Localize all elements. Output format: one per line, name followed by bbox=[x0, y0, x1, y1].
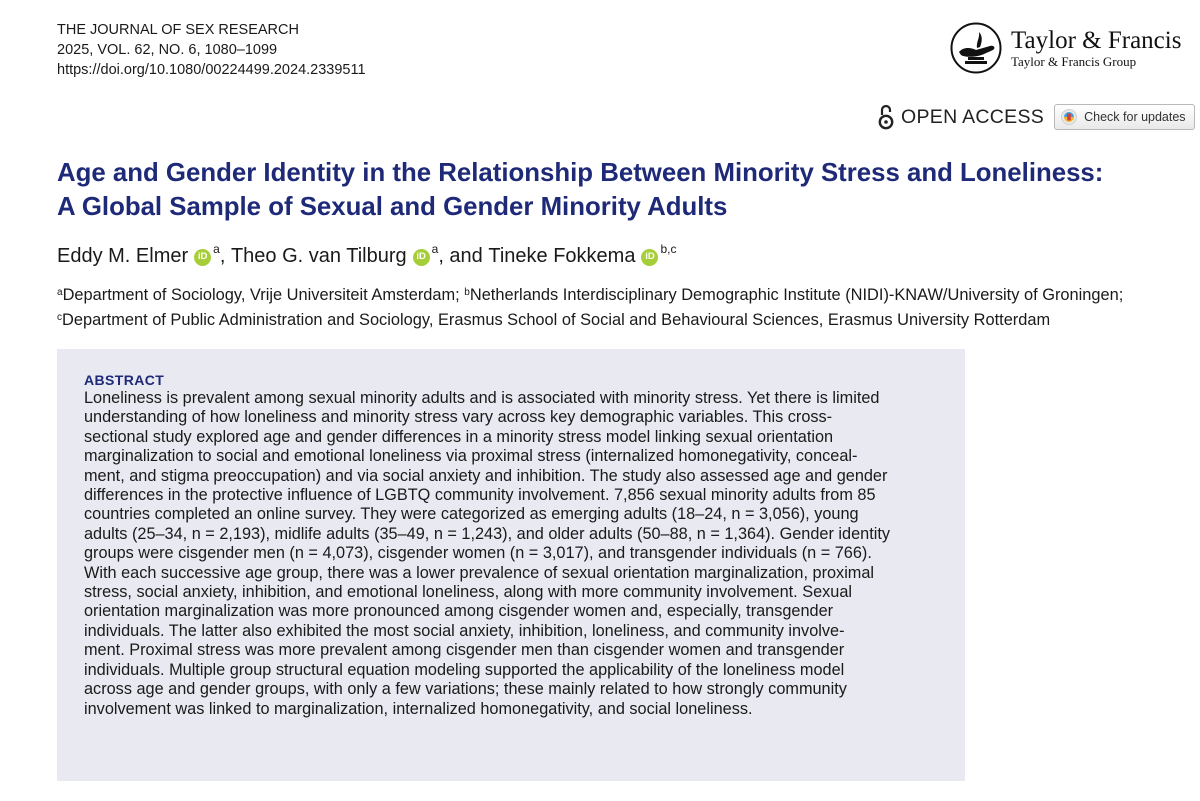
author-affiliation-mark: b,c bbox=[660, 242, 677, 256]
abstract-body bbox=[84, 389, 939, 719]
title-line-2: A Global Sample of Sexual and Gender Minority Adults bbox=[57, 193, 728, 221]
author-separator: , bbox=[219, 245, 231, 267]
publisher-name: Taylor & Francis bbox=[1011, 27, 1182, 54]
abstract-heading: ABSTRACT bbox=[84, 372, 165, 388]
journal-volume: 2025, VOL. 62, NO. 6, 1080–1099 bbox=[57, 42, 278, 58]
publisher-logo[interactable] bbox=[950, 22, 1181, 74]
title-line-1: Age and Gender Identity in the Relationship Between Minority Stress and Loneliness: bbox=[57, 159, 1104, 187]
author-affiliation-mark: a bbox=[213, 242, 220, 256]
affiliation-line-1 bbox=[57, 284, 1123, 309]
abstract-line: stress, social anxiety, inhibition, and emotional loneliness, along with more community involvement. Sexual bbox=[84, 583, 853, 602]
abstract-line: Loneliness is prevalent among sexual minority adults and is associated with minority stress. Yet there is limited bbox=[84, 389, 880, 407]
crossmark-icon bbox=[1061, 109, 1077, 125]
abstract-line: differences in the protective influence of LGBTQ community involvement. 7,856 sexual minority adults from 85 bbox=[84, 486, 876, 505]
abstract-line: sectional study explored age and gender differences in a minority stress model linking sexual orientation bbox=[84, 427, 834, 446]
orcid-icon[interactable]: iD bbox=[413, 249, 430, 266]
affiliation-text: Department of Sociology, Vrije Universiteit Amsterdam; bbox=[62, 286, 465, 304]
author-name[interactable]: Tineke Fokkema bbox=[488, 245, 636, 267]
abstract-line: orientation marginalization was more pronounced among cisgender women and, especially, transgender bbox=[84, 602, 834, 621]
article-title bbox=[57, 156, 1177, 224]
affiliation-mark: a bbox=[57, 287, 63, 298]
publisher-group: Taylor & Francis Group bbox=[1011, 54, 1137, 69]
abstract-line: ment, and stigma preoccupation) and via social anxiety and inhibition. The study also assessed age and gender bbox=[84, 466, 888, 485]
abstract-line: individuals. The latter also exhibited the most social anxiety, inhibition, loneliness, and community involve- bbox=[84, 621, 845, 640]
affiliation-mark: c bbox=[57, 312, 62, 323]
abstract-line: across age and gender groups, with only a few variations; these mainly related to how strongly community bbox=[84, 680, 847, 699]
check-for-updates-button[interactable] bbox=[1054, 104, 1194, 130]
affiliation-text: Department of Public Administration and Sociology, Erasmus School of Social and Behavioural Sciences, Erasmus University Rotterdam bbox=[62, 311, 1051, 329]
journal-doi-link[interactable]: https://doi.org/10.1080/00224499.2024.2339511 bbox=[57, 62, 366, 78]
orcid-icon[interactable]: iD bbox=[194, 249, 211, 266]
abstract-line: involvement was linked to marginalization, internalized homonegativity, and social loneliness. bbox=[84, 699, 753, 718]
open-lock-icon bbox=[878, 104, 894, 130]
check-for-updates-label: Check for updates bbox=[1084, 110, 1186, 124]
author-affiliation-mark: a bbox=[431, 242, 439, 256]
abstract-line: countries completed an online survey. They were categorized as emerging adults (18–24, n = 3,056), young bbox=[84, 505, 859, 524]
abstract-line: adults (25–34, n = 2,193), midlife adults (35–49, n = 1,243), and older adults (50–88, n = 1,364). Gender identity bbox=[84, 524, 891, 543]
affiliation-mark: b bbox=[464, 287, 470, 298]
abstract-line: ment. Proximal stress was more prevalent among cisgender men than cisgender women and transgender bbox=[84, 641, 845, 660]
author-separator: , and bbox=[438, 245, 489, 267]
oil-lamp-icon bbox=[950, 22, 1002, 74]
affiliation-text: Netherlands Interdisciplinary Demographic Institute (NIDI)-KNAW/University of Groningen; bbox=[469, 286, 1124, 304]
open-access-badge bbox=[878, 104, 1044, 130]
journal-header bbox=[57, 20, 366, 80]
author-list bbox=[57, 242, 676, 270]
abstract-line: groups were cisgender men (n = 4,073), cisgender women (n = 3,017), and transgender individuals (n = 766). bbox=[84, 544, 872, 563]
abstract-line: individuals. Multiple group structural equation modeling supported the applicability of the loneliness model bbox=[84, 660, 845, 679]
open-access-label: OPEN ACCESS bbox=[901, 105, 1045, 128]
access-row bbox=[878, 104, 1195, 130]
orcid-icon[interactable]: iD bbox=[641, 249, 658, 266]
author-name[interactable]: Eddy M. Elmer bbox=[57, 245, 189, 267]
journal-name: THE JOURNAL OF SEX RESEARCH bbox=[57, 22, 299, 38]
abstract-line: marginalization to social and emotional loneliness via proximal stress (internalized homonegativity, conceal- bbox=[84, 447, 858, 466]
affiliation-line-2 bbox=[57, 309, 1123, 334]
author-name[interactable]: Theo G. van Tilburg bbox=[230, 245, 407, 267]
abstract-line: With each successive age group, there was a lower prevalence of sexual orientation marginalization, proximal bbox=[84, 563, 875, 582]
abstract-line: understanding of how loneliness and minority stress vary across key demographic variables. This cross- bbox=[84, 408, 833, 427]
affiliations bbox=[57, 284, 1123, 334]
